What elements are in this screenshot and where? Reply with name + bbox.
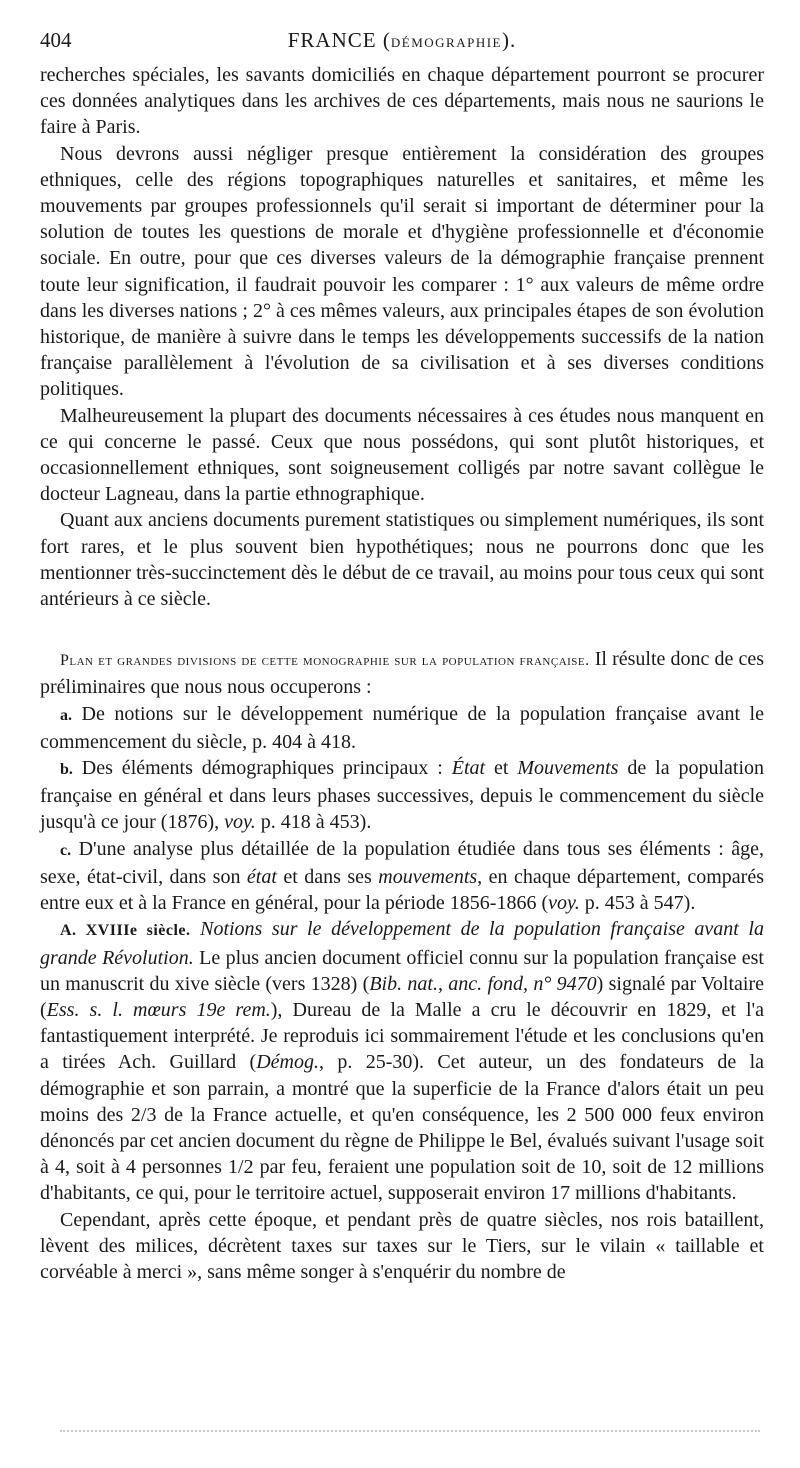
xviii-label: A. XVIIIe siècle. (60, 922, 191, 940)
paragraph-4: Quant aux anciens documents purement statistiques ou simplement numériques, ils sont fort rares, et le plus souvent bien hypothétiques; nous ne pourrons donc que les mentionner très-succinctement dès le début de ce travail, au moins pour tous ceux qui sont antérieurs à ce siècle. (40, 509, 764, 611)
plan-c-text: D'une analyse plus détaillée de la population étudiée dans tous ses éléments : âge, sexe, état-civil, dans son (40, 837, 764, 888)
plan-a-text: De notions sur le développement numérique de la population française avant le commencement du siècle, p. 404 à 418. (40, 702, 764, 753)
running-title-sub: DÉMOGRAPHIE (390, 35, 502, 50)
last-paragraph: Cependant, après cette époque, et pendant près de quatre siècles, nos rois bataillent, lèvent des milices, décrètent taxes sur taxes sur le Tiers, sur le vilain « taillable et corvéable à merci », sans même songer à s'enquérir du nombre de (40, 1208, 764, 1283)
section-gap (40, 612, 764, 646)
xviii-text-1: Le plus ancien document officiel connu sur la population française est un manuscrit du xive siècle (vers 1328) ( (40, 946, 764, 995)
plan-c-text-4: p. 453 à 547). (579, 892, 696, 915)
plan-item-a (40, 701, 764, 755)
plan-b-voy: voy. (224, 811, 256, 834)
plan-c-etat: état (246, 865, 277, 888)
faint-bleed-through-line (60, 1430, 760, 1438)
plan-b-text-3: p. 418 à 453). (255, 811, 372, 834)
plan-c-text-3: , en chaque département, comparés entre eux et à la France en général, pour la période 1856-1866 ( (40, 865, 764, 915)
plan-b-text: Des éléments démographiques principaux : (72, 757, 452, 780)
xviii-paragraph (40, 916, 764, 1206)
xviii-text-4: , p. 25-30). Cet auteur, un des fondateurs de la démographie et son parrain, a montré que la superficie de la France d'alors était un peu moins des 2/3 de la France actuelle, et qu'en conséquence, les 2 500 000 feux environ dénoncés par cet ancien document du règne de Philippe le Bel, évalués suivant l'usage soit à 4, soit à 4 personnes 1/2 par feu, feraient une population soit de 10, soit de 12 millions d'habitants, ce qui, pour le territoire actuel, supposerait environ 17 millions d'habitants. (40, 1051, 764, 1205)
plan-c-mouvements: mouvements (378, 865, 478, 888)
running-title (40, 28, 764, 53)
page-header (40, 28, 764, 58)
plan-paragraph (40, 646, 764, 700)
plan-a-label: a. (60, 706, 72, 724)
page-number: 404 (40, 28, 72, 52)
plan-heading: Plan et grandes divisions de cette monographie sur la population française. (60, 652, 590, 670)
plan-b-mouvements: Mouvements (517, 757, 619, 780)
xviii-bib: Bib. nat., anc. fond, n° 9470 (369, 972, 597, 995)
running-title-main: FRANCE ( (287, 28, 391, 52)
plan-b-text-2: de la population française en général et dans leurs phases successives, depuis le commencement du siècle jusqu'à ce jour (1876), (40, 757, 765, 834)
plan-c-label: c. (60, 841, 72, 859)
paragraph-1: recherches spéciales, les savants domiciliés en chaque département pourront se procurer ces données analytiques dans les archives de ces départements, mais nous ne saurions le faire à Paris. (40, 64, 764, 139)
plan-item-b (40, 755, 764, 836)
xviii-title: Notions sur le développement de la population française avant la grande Révolution. (40, 918, 764, 969)
paragraph-2: Nous devrons aussi négliger presque entièrement la considération des groupes ethniques, celle des régions topographiques naturelles et sanitaires, et même les mouvements par groupes professionnels qu'il serait si important de déterminer pour la solution de toutes les questions de morale et d'hygiène professionnelle et d'économie sociale. En outre, pour que ces diverses valeurs de la démographie française prennent toute leur signification, il faudrait pouvoir les comparer : 1° aux valeurs de même ordre dans les diverses nations ; 2° à ces mêmes valeurs, aux principales étapes de son évolution historique, de manière à suivre dans le temps les développements successifs de la nation française parallèlement à l'évolution de sa civilisation et à ses diverses conditions politiques. (40, 142, 764, 401)
xviii-ess: Ess. s. l. mœurs 19e rem. (46, 998, 271, 1021)
plan-b-et: et (485, 757, 518, 780)
plan-c-voy: voy. (548, 892, 580, 915)
xviii-text-3: ), Dureau de la Malle a cru le découvrir en 1829, et l'a fantastiquement interprété. Je reproduis ici sommairement l'étude et les conclusions qu'en a tirées Ach. Guillard ( (40, 998, 764, 1074)
plan-intro: Il résulte donc de ces préliminaires que nous nous occuperons : (40, 648, 764, 699)
running-title-end: ). (501, 28, 517, 52)
plan-b-label: b. (60, 761, 73, 779)
xviii-text-2: ) signalé par Voltaire ( (40, 972, 765, 1021)
plan-item-c (40, 836, 764, 917)
page-body (40, 62, 764, 1285)
paragraph-3: Malheureusement la plupart des documents nécessaires à ces études nous manquent en ce qui concerne le passé. Ceux que nous possédons, qui sont plutôt historiques, et occasionnellement ethniques, sont soigneusement colligés par notre savant collègue le docteur Lagneau, dans la partie ethnographique. (40, 404, 764, 506)
plan-b-etat: État (451, 757, 486, 780)
plan-c-text-2: et dans ses (276, 865, 379, 888)
xviii-demog: Démog. (256, 1051, 319, 1074)
